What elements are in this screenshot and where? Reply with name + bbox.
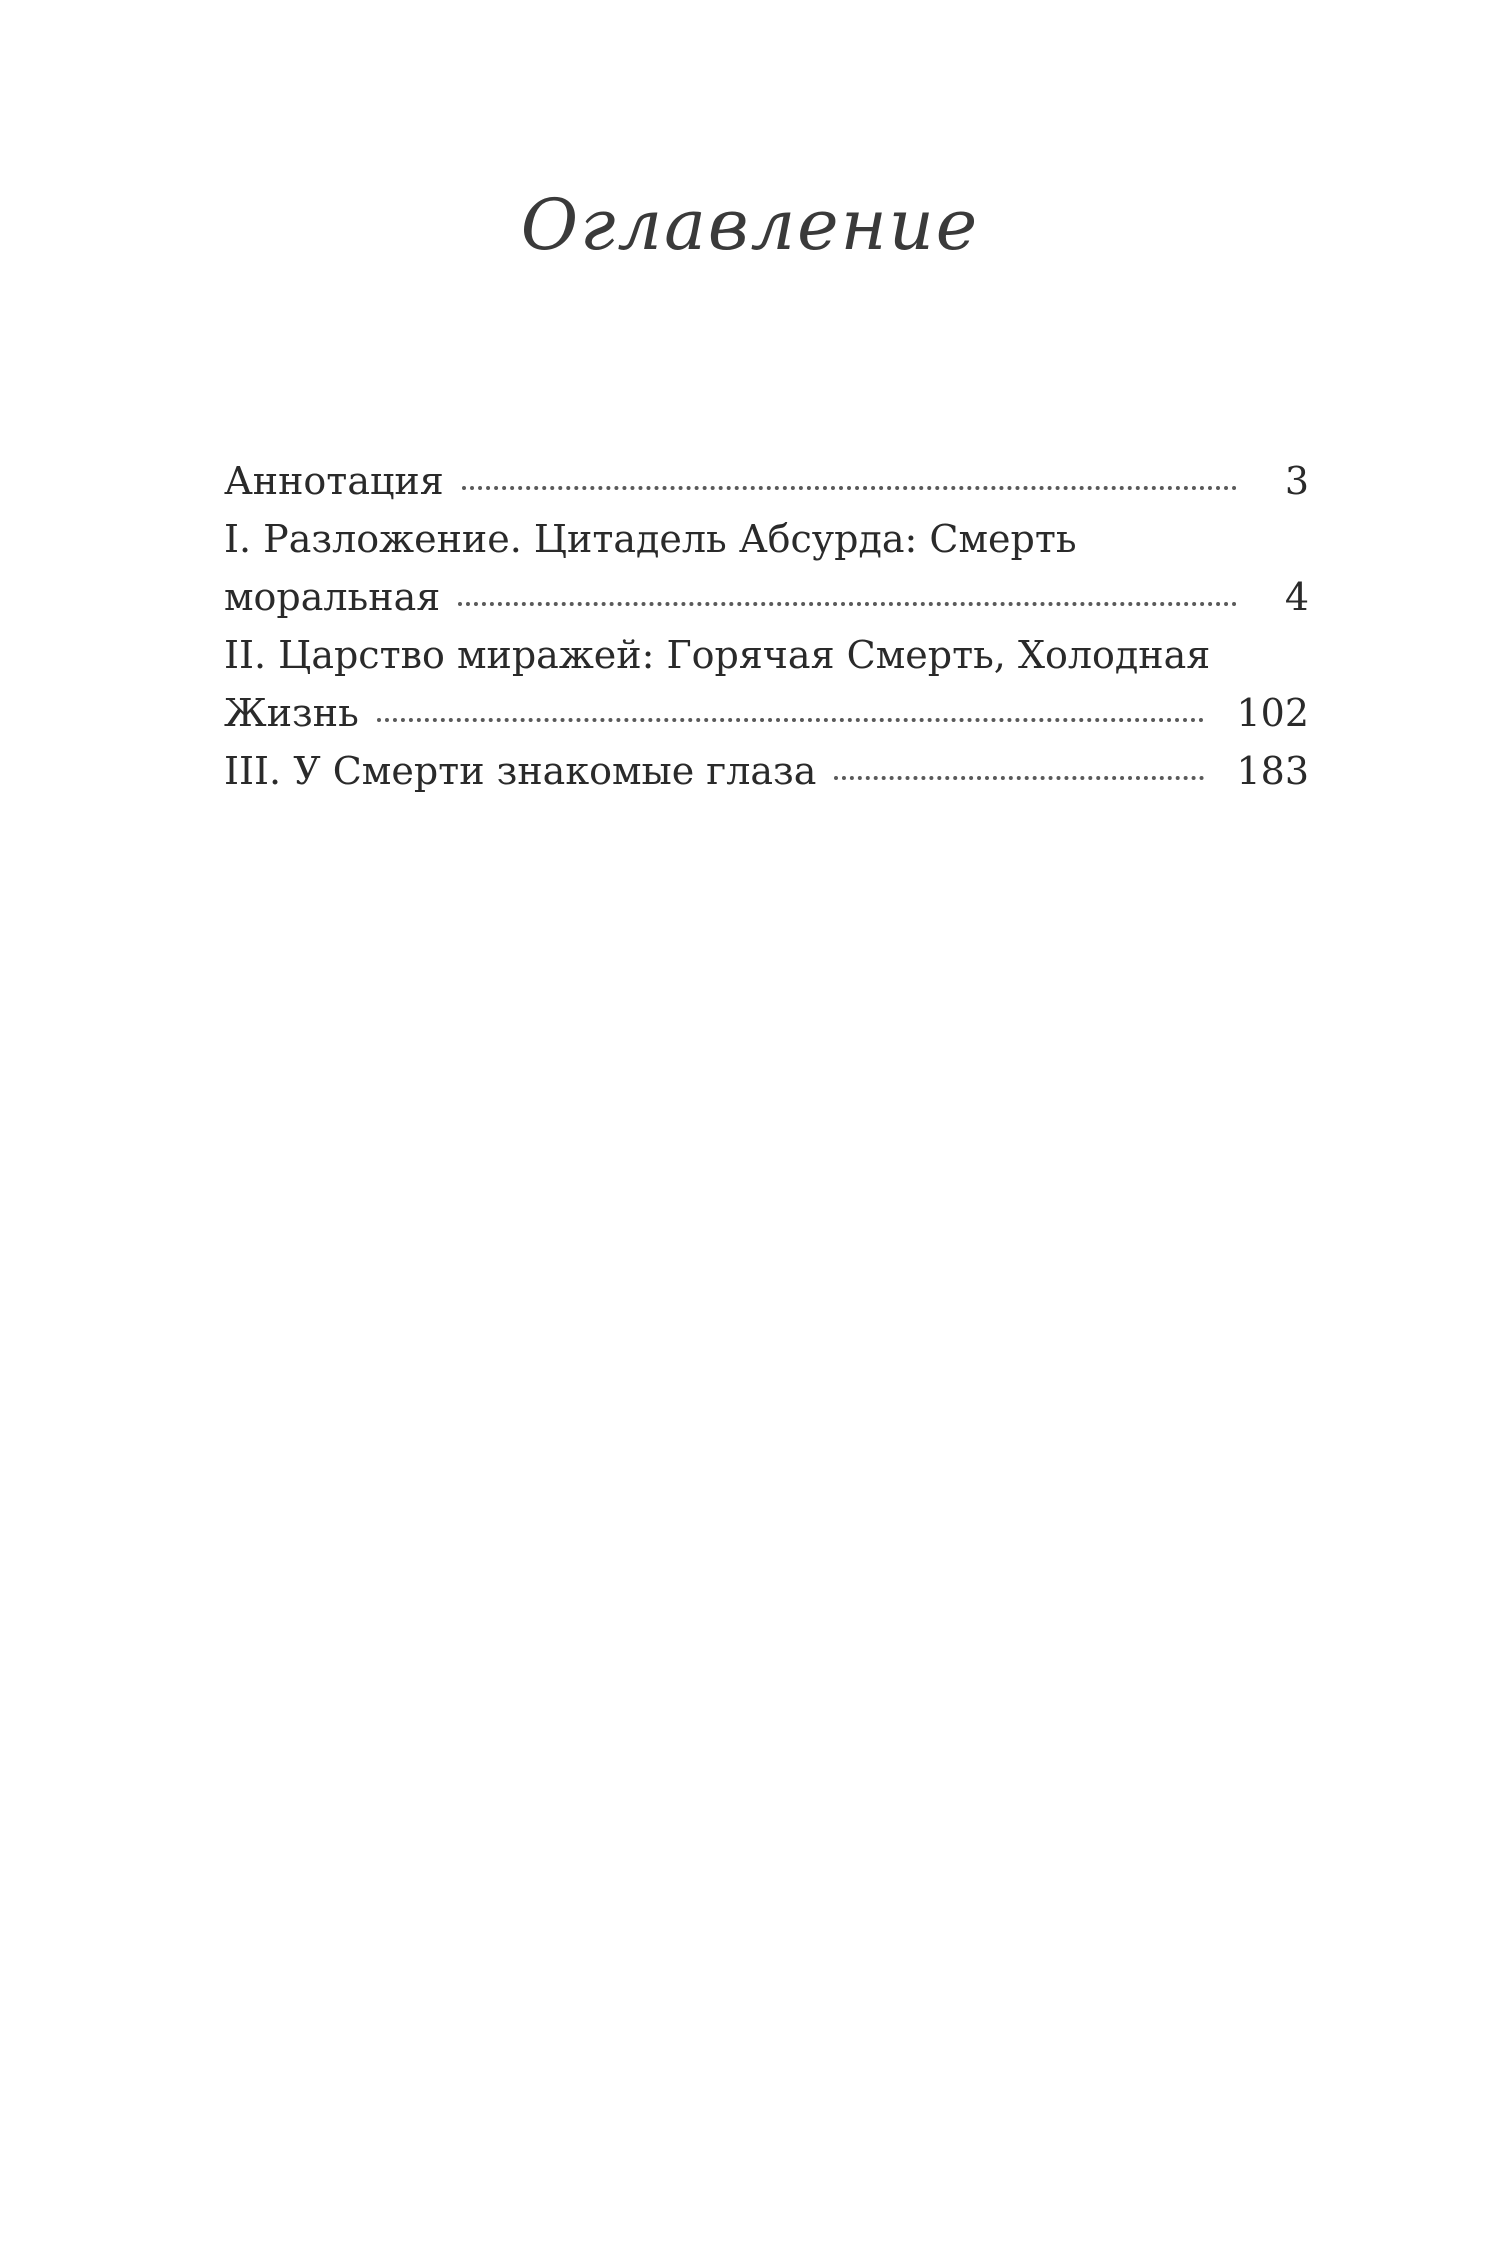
toc-page-number: 4 [1284,575,1309,619]
toc-page-number: 3 [1284,459,1309,503]
toc-leader-dots [834,776,1204,780]
toc-leader-dots [462,486,1237,490]
toc-entry-title: Аннотация [224,459,444,503]
toc-entry [224,452,1309,510]
toc-entry [224,742,1309,800]
toc-list [224,452,1309,800]
toc-entry-title-line: I. Разложение. Цитадель Абсурда: Смерть [224,517,1077,561]
toc-entry-title: Жизнь [224,691,359,735]
toc-entry [224,510,1309,626]
toc-page-number: 102 [1236,691,1309,735]
toc-leader-dots [377,718,1205,722]
toc-leader-dots [458,602,1237,606]
toc-line [224,684,1309,742]
toc-page-number: 183 [1236,749,1309,793]
toc-line [224,452,1309,510]
toc-line [224,742,1309,800]
toc-entry-title: III. У Смерти знакомые глаза [224,749,817,793]
toc-line [224,568,1309,626]
toc-entry [224,626,1309,742]
toc-entry-title: моральная [224,575,441,619]
toc-title: Оглавление [520,184,980,266]
toc-entry-title-line: II. Царство миражей: Горячая Смерть, Холодная [224,633,1211,677]
